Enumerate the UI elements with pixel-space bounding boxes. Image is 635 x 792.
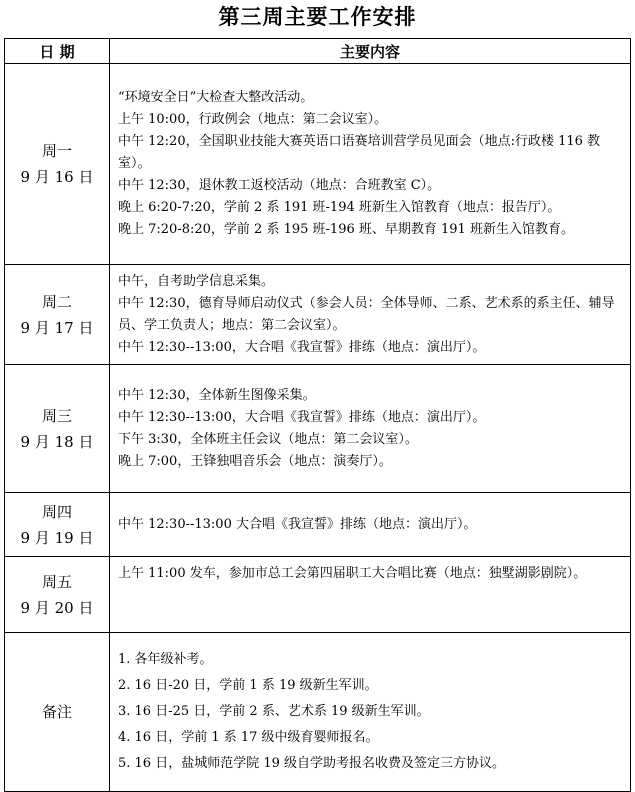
schedule-item: 中午 12:20，全国职业技能大赛英语口语赛培训营学员见面会（地点:行政楼 116 教室）。 [118, 134, 601, 171]
date-label: 9 月 19 日 [20, 528, 94, 547]
page-title: 第三周主要工作安排 [218, 4, 417, 29]
schedule-item: “环境安全日”大检查大整改活动。 [118, 90, 314, 105]
schedule-item: 中午 12:30，退休教工返校活动（地点：合班教室 C）。 [118, 178, 441, 193]
note-item: 2. 16 日-20 日，学前 1 系 19 级新生军训。 [118, 678, 378, 693]
table-header-row [5, 39, 631, 64]
table-row-wednesday [5, 365, 631, 493]
schedule-item: 晚上 6:20-7:20，学前 2 系 191 班-194 班新生入馆教育（地点：报告厅）。 [118, 200, 561, 215]
table-row-tuesday [5, 265, 631, 365]
notes-cell [110, 633, 631, 792]
date-cell [5, 557, 110, 633]
content-cell [110, 64, 631, 265]
date-label: 9 月 17 日 [20, 318, 94, 337]
schedule-item: 晚上 7:20-8:20，学前 2 系 195 班-196 班、早期教育 191 班新生入馆教育。 [118, 222, 574, 237]
notes-label: 备注 [41, 703, 72, 721]
date-cell [5, 265, 110, 365]
date-label: 9 月 18 日 [20, 432, 94, 451]
content-cell [110, 493, 631, 557]
table-row-thursday [5, 493, 631, 557]
notes-label-cell [5, 633, 110, 792]
weekday-label: 周三 [41, 406, 72, 425]
note-item: 1. 各年级补考。 [118, 652, 213, 667]
weekday-label: 周二 [41, 292, 72, 311]
table-row-monday [5, 64, 631, 265]
schedule-item: 上午 11:00 发车，参加市总工会第四届职工大合唱比赛（地点：独墅湖影剧院）。 [118, 566, 587, 581]
schedule-item: 上午 10:00，行政例会（地点：第二会议室）。 [118, 112, 388, 127]
date-cell [5, 365, 110, 493]
schedule-item: 中午 12:30，全体新生图像采集。 [118, 387, 316, 403]
note-item: 5. 16 日，盐城师范学院 19 级自学助考报名收费及签定三方协议。 [118, 756, 506, 771]
content-column-header: 主要内容 [110, 39, 631, 64]
weekday-label: 周四 [41, 502, 72, 521]
content-cell [110, 557, 631, 633]
date-column-header: 日 期 [5, 39, 110, 64]
date-cell [5, 493, 110, 557]
note-item: 4. 16 日，学前 1 系 17 级中级育婴师报名。 [118, 730, 379, 745]
date-cell [5, 64, 110, 265]
schedule-item: 中午 12:30--13:00，大合唱《我宣誓》排练（地点：演出厅）。 [118, 339, 486, 355]
note-item: 3. 16 日-25 日，学前 2 系、艺术系 19 级新生军训。 [118, 704, 430, 719]
content-cell [110, 265, 631, 365]
table-row-friday [5, 557, 631, 633]
schedule-item: 晚上 7:00，王锋独唱音乐会（地点：演奏厅）。 [118, 453, 392, 469]
schedule-item: 下午 3:30，全体班主任会议（地点：第二会议室）。 [118, 431, 418, 447]
date-label: 9 月 20 日 [20, 598, 94, 617]
table-row-notes [5, 633, 631, 792]
weekday-label: 周五 [41, 572, 72, 591]
schedule-item: 中午 12:30，德育导师启动仪式（参会人员：全体导师、二系、艺术系的系主任、辅导员、学工负责人；地点：第二会议室）。 [118, 295, 615, 333]
schedule-table [4, 38, 631, 792]
schedule-item: 中午 12:30--13:00 大合唱《我宣誓》排练（地点：演出厅）。 [118, 516, 477, 532]
schedule-item: 中午 12:30--13:00，大合唱《我宣誓》排练（地点：演出厅）。 [118, 409, 486, 425]
schedule-item: 中午，自考助学信息采集。 [118, 273, 275, 289]
content-cell [110, 365, 631, 493]
weekday-label: 周一 [41, 142, 72, 160]
date-label: 9 月 16 日 [20, 168, 94, 186]
